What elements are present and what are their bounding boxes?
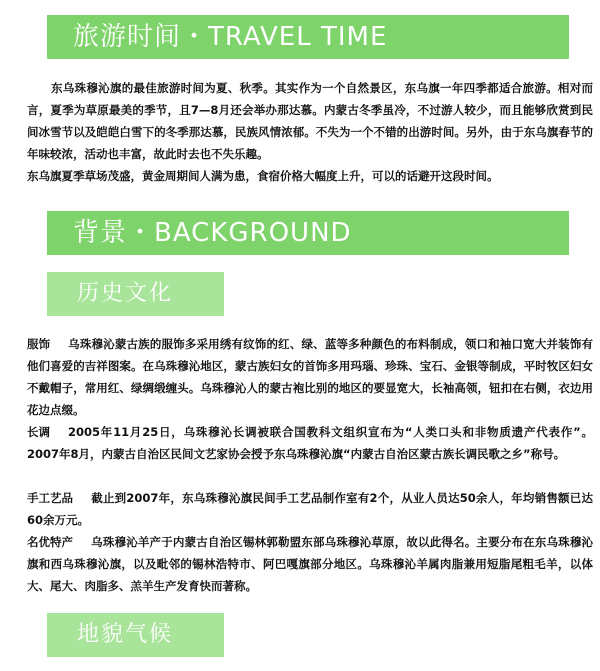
entry-term: 长调 bbox=[27, 425, 50, 439]
section-header-travel-time: 旅游时间・TRAVEL TIME bbox=[47, 15, 569, 59]
entry-text: 截止到2007年，东乌珠穆沁旗民间手工艺品制作室有2个，从业人员达50余人，年均销售额已达60余万元。 bbox=[27, 491, 593, 527]
section-header-background: 背景・BACKGROUND bbox=[47, 211, 569, 255]
entry-term: 服饰 bbox=[27, 337, 50, 351]
travel-time-paragraph-2: 东乌旗夏季草场茂盛，黄金周期间人满为患，食宿价格大幅度上升，可以的话避开这段时间。 bbox=[27, 169, 499, 183]
entry-text: 2005年11月25日，乌珠穆沁长调被联合国教科文组织宣布为“人类口头和非物质遗产代表作”。2007年8月，内蒙古自治区民间文艺家协会授予东乌珠穆沁旗“内蒙古自治区蒙古族长调民歌之乡”称号。 bbox=[27, 425, 593, 461]
subsection-header-history-culture: 历史文化 bbox=[47, 272, 224, 316]
entry-term: 手工艺品 bbox=[27, 491, 73, 505]
subsection-header-landform-climate: 地貌气候 bbox=[47, 613, 224, 657]
entry-handicrafts bbox=[27, 487, 593, 531]
entry-term: 名优特产 bbox=[27, 535, 73, 549]
entry-long-song bbox=[27, 421, 593, 465]
entry-clothing bbox=[27, 333, 593, 421]
travel-time-paragraph-1: 东乌珠穆沁旗的最佳旅游时间为夏、秋季。其实作为一个自然景区，东乌旗一年四季都适合旅游。相对而言，夏季为草原最美的季节，且7—8月还会举办那达慕。内蒙古冬季虽冷，不过游人较少，而且能够欣赏到民间冰雪节以及皑皑白雪下的冬季那达慕，民族风情浓郁。不失为一个不错的出游时间。另外，由于东乌旗春节的年味较浓，活动也丰富，故此时去也不失乐趣。 bbox=[27, 81, 593, 161]
entry-specialties bbox=[27, 531, 593, 597]
entry-text: 乌珠穆沁羊产于内蒙古自治区锡林郭勒盟东部乌珠穆沁草原，故以此得名。主要分布在东乌珠穆沁旗和西乌珠穆沁旗，以及毗邻的锡林浩特市、阿巴嘎旗部分地区。乌珠穆沁羊属肉脂兼用短脂尾粗毛羊，以体大、尾大、肉脂多、羔羊生产发育快而著称。 bbox=[27, 535, 593, 593]
entry-text: 乌珠穆沁蒙古族的服饰多采用绣有纹饰的红、绿、蓝等多种颜色的布料制成，领口和袖口宽大并装饰有他们喜爱的吉祥图案。在乌珠穆沁地区，蒙古族妇女的首饰多用玛瑙、珍珠、宝石、金银等制成，平时牧区妇女不戴帽子，常用红、绿绸缎缠头。乌珠穆沁人的蒙古袍比别的地区的要显宽大，长袖高领，钮扣在右侧，衣边用花边点缀。 bbox=[27, 337, 593, 417]
